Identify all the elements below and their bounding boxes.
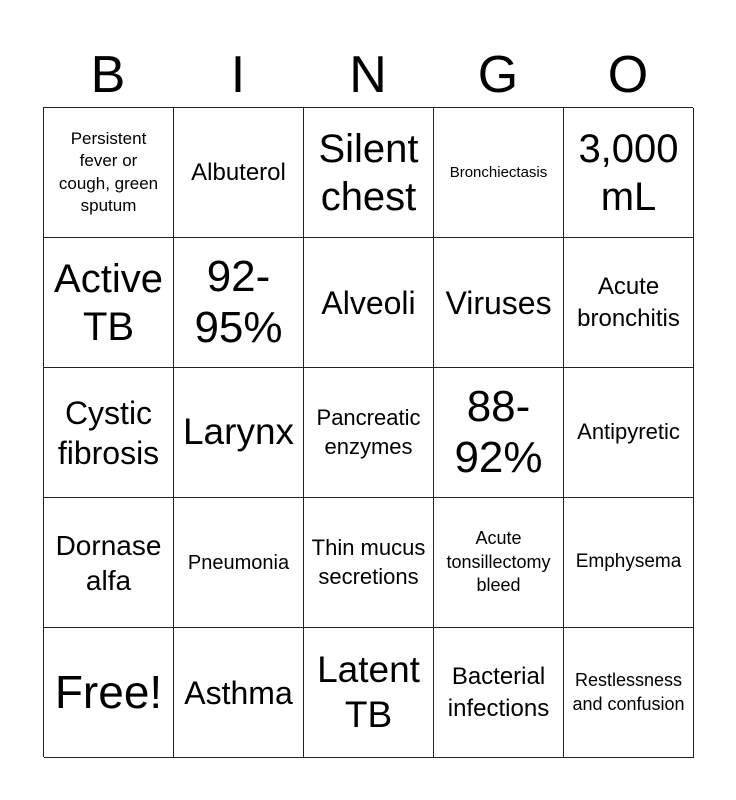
cell-text: Pancreatic enzymes [316,404,421,459]
bingo-cell[interactable] [44,498,174,628]
cell-text: 88-92% [454,381,543,482]
cell-text: Larynx [182,411,295,453]
bingo-cell[interactable] [434,368,564,498]
cell-text: Bacterial infections [447,663,550,722]
header-letter-o: O [607,46,649,104]
bingo-board [43,107,693,757]
cell-text: 92-95% [194,251,283,352]
cell-text: Silent chest [318,126,419,219]
bingo-cell[interactable] [174,238,304,368]
cell-text: Antipyretic [577,419,680,445]
cell-text: Viruses [445,284,552,321]
bingo-cell[interactable] [174,108,304,238]
cell-text: Acute tonsillectomy bleed [446,528,551,596]
header-letter-n: N [349,46,387,104]
cell-text: Latent TB [317,649,420,735]
bingo-cell[interactable] [434,628,564,758]
bingo-cell[interactable] [434,498,564,628]
cell-text: Thin mucus secretions [311,534,426,589]
bingo-cell[interactable] [564,238,694,368]
cell-text: Alveoli [321,284,416,321]
cell-text: Dornase alfa [55,529,162,596]
bingo-cell[interactable] [174,498,304,628]
bingo-cell[interactable] [304,368,434,498]
bingo-cell[interactable] [564,368,694,498]
cell-text: Persistent fever or cough, green sputum [58,129,159,215]
cell-text: Restlessness and confusion [572,670,685,714]
cell-text: Active TB [54,256,163,349]
bingo-cell[interactable] [304,238,434,368]
cell-text: Acute bronchitis [577,273,680,332]
bingo-cell[interactable] [564,498,694,628]
bingo-cell[interactable] [304,498,434,628]
bingo-cell[interactable] [564,628,694,758]
cell-text: Pneumonia [187,551,290,574]
bingo-cell[interactable] [44,368,174,498]
bingo-header [43,42,693,108]
bingo-cell[interactable] [304,108,434,238]
cell-text: Cystic fibrosis [57,394,160,471]
cell-text: Albuterol [191,158,286,186]
bingo-cell[interactable] [174,368,304,498]
cell-text: 3,000 mL [578,126,679,219]
cell-text: Emphysema [575,551,682,573]
bingo-cell[interactable] [434,108,564,238]
cell-text: Asthma [184,674,293,711]
bingo-cell[interactable] [44,238,174,368]
header-letter-i: I [230,46,246,104]
bingo-cell[interactable] [304,628,434,758]
free-space-cell[interactable] [44,628,174,758]
header-letter-b: B [90,46,126,104]
cell-text: Bronchiectasis [449,163,548,181]
bingo-cell[interactable] [174,628,304,758]
cell-text: Free! [54,666,163,719]
header-letter-g: G [477,46,519,104]
bingo-cell[interactable] [434,238,564,368]
bingo-cell[interactable] [564,108,694,238]
bingo-cell[interactable] [44,108,174,238]
